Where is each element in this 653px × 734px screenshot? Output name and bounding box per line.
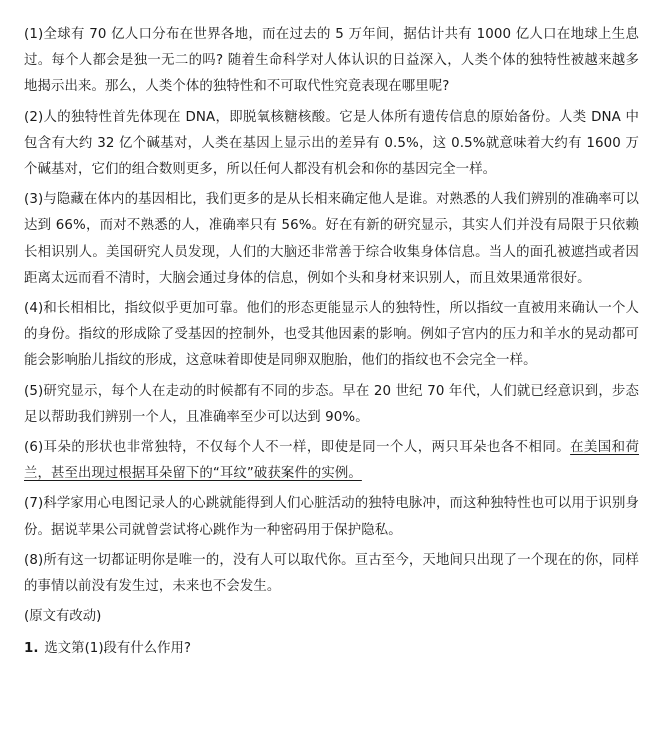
paragraph-text: 全球有 70 亿人口分布在世界各地，而在过去的 5 万年间，据估计共有 1000 亿人口在地球上生息过。每个人都会是独一无二的吗? 随着生命科学对人体认识的日益深入，人类个体的独特性被越来越多地揭示出来。那么，人类个体的独特性和不可取代性究竟表现在哪里呢? xyxy=(24,27,639,95)
paragraph-text: 耳朵的形状也非常独特，不仅每个人不一样，即使是同一个人，两只耳朵也各不相同。 xyxy=(43,440,571,456)
paragraph-number: (7) xyxy=(24,496,44,512)
question-paragraph-ref: (1) xyxy=(84,641,104,657)
paragraph-8 xyxy=(24,548,639,600)
paragraph-number: (5) xyxy=(24,383,44,399)
paragraph-number: (2) xyxy=(24,109,44,125)
paragraph-text: 科学家用心电图记录人的心跳就能得到人们心脏活动的独特电脉冲，而这种独特性也可以用于识别身份。据说苹果公司就曾尝试将心跳作为一种密码用于保护隐私。 xyxy=(24,496,639,538)
paragraph-text: 研究显示，每个人在走动的时候都有不同的步态。早在 20 世纪 70 年代，人们就已经意识到，步态足以帮助我们辨别一个人，且准确率至少可以达到 90%。 xyxy=(24,383,639,425)
paragraph-3 xyxy=(24,187,639,292)
paragraph-1 xyxy=(24,22,639,101)
paragraph-text: 人的独特性首先体现在 DNA，即脱氧核糖核酸。它是人体所有遗传信息的原始备份。人类 DNA 中包含有大约 32 亿个碱基对，人类在基因上显示出的差异有 0.5%，这 0.5%就意味着大约有 1600 万个碱基对，它们的组合数则更多，所以任何人都没有机会和你的基因完全一样。 xyxy=(24,109,639,178)
paragraph-5 xyxy=(24,379,639,431)
paragraph-6 xyxy=(24,435,639,487)
paragraph-4 xyxy=(24,296,639,375)
paragraph-7 xyxy=(24,491,639,543)
paragraph-text: 所有这一切都证明你是唯一的，没有人可以取代你。亘古至今，天地间只出现了一个现在的你，同样的事情以前没有发生过，未来也不会发生。 xyxy=(24,552,639,595)
paragraph-number: (8) xyxy=(24,552,44,568)
paragraph-text: 与隐藏在体内的基因相比，我们更多的是从长相来确定他人是谁。对熟悉的人我们辨别的准确率可以达到 66%，而对不熟悉的人，准确率只有 56%。好在有新的研究显示，其实人们并没有局限于只依赖长相识别人。美国研究人员发现，人们的大脑还非常善于综合收集身体信息。当人的面孔被遮挡或者因距离太远而看不清时，大脑会通过身体的信息，例如个头和身材来识别人，而且效果通常很好。 xyxy=(24,192,639,286)
paragraph-number: (1) xyxy=(24,27,44,42)
paragraph-text: 和长相相比，指纹似乎更加可靠。他们的形态更能显示人的独特性，所以指纹一直被用来确认一个人的身份。指纹的形成除了受基因的控制外，也受其他因素的影响。例如子宫内的压力和羊水的晃动都可能会影响胎儿指纹的形成，这意味着即使是同卵双胞胎，他们的指纹也不会完全一样。 xyxy=(24,301,639,369)
question-text-before: 选文第 xyxy=(44,641,85,657)
question-text-after: 段有什么作用? xyxy=(103,641,191,657)
underlined-sentence: 在美国和荷兰，甚至出现过根据耳朵留下的“耳纹”破获案件的实例。 xyxy=(24,440,640,482)
paragraph-number: (3) xyxy=(24,192,44,208)
paragraph-number: (4) xyxy=(24,301,44,317)
question-1 xyxy=(24,636,639,662)
source-note: (原文有改动) xyxy=(24,609,102,625)
paragraph-number: (6) xyxy=(24,440,44,456)
question-number: 1. xyxy=(24,641,39,657)
paragraph-2 xyxy=(24,105,639,184)
